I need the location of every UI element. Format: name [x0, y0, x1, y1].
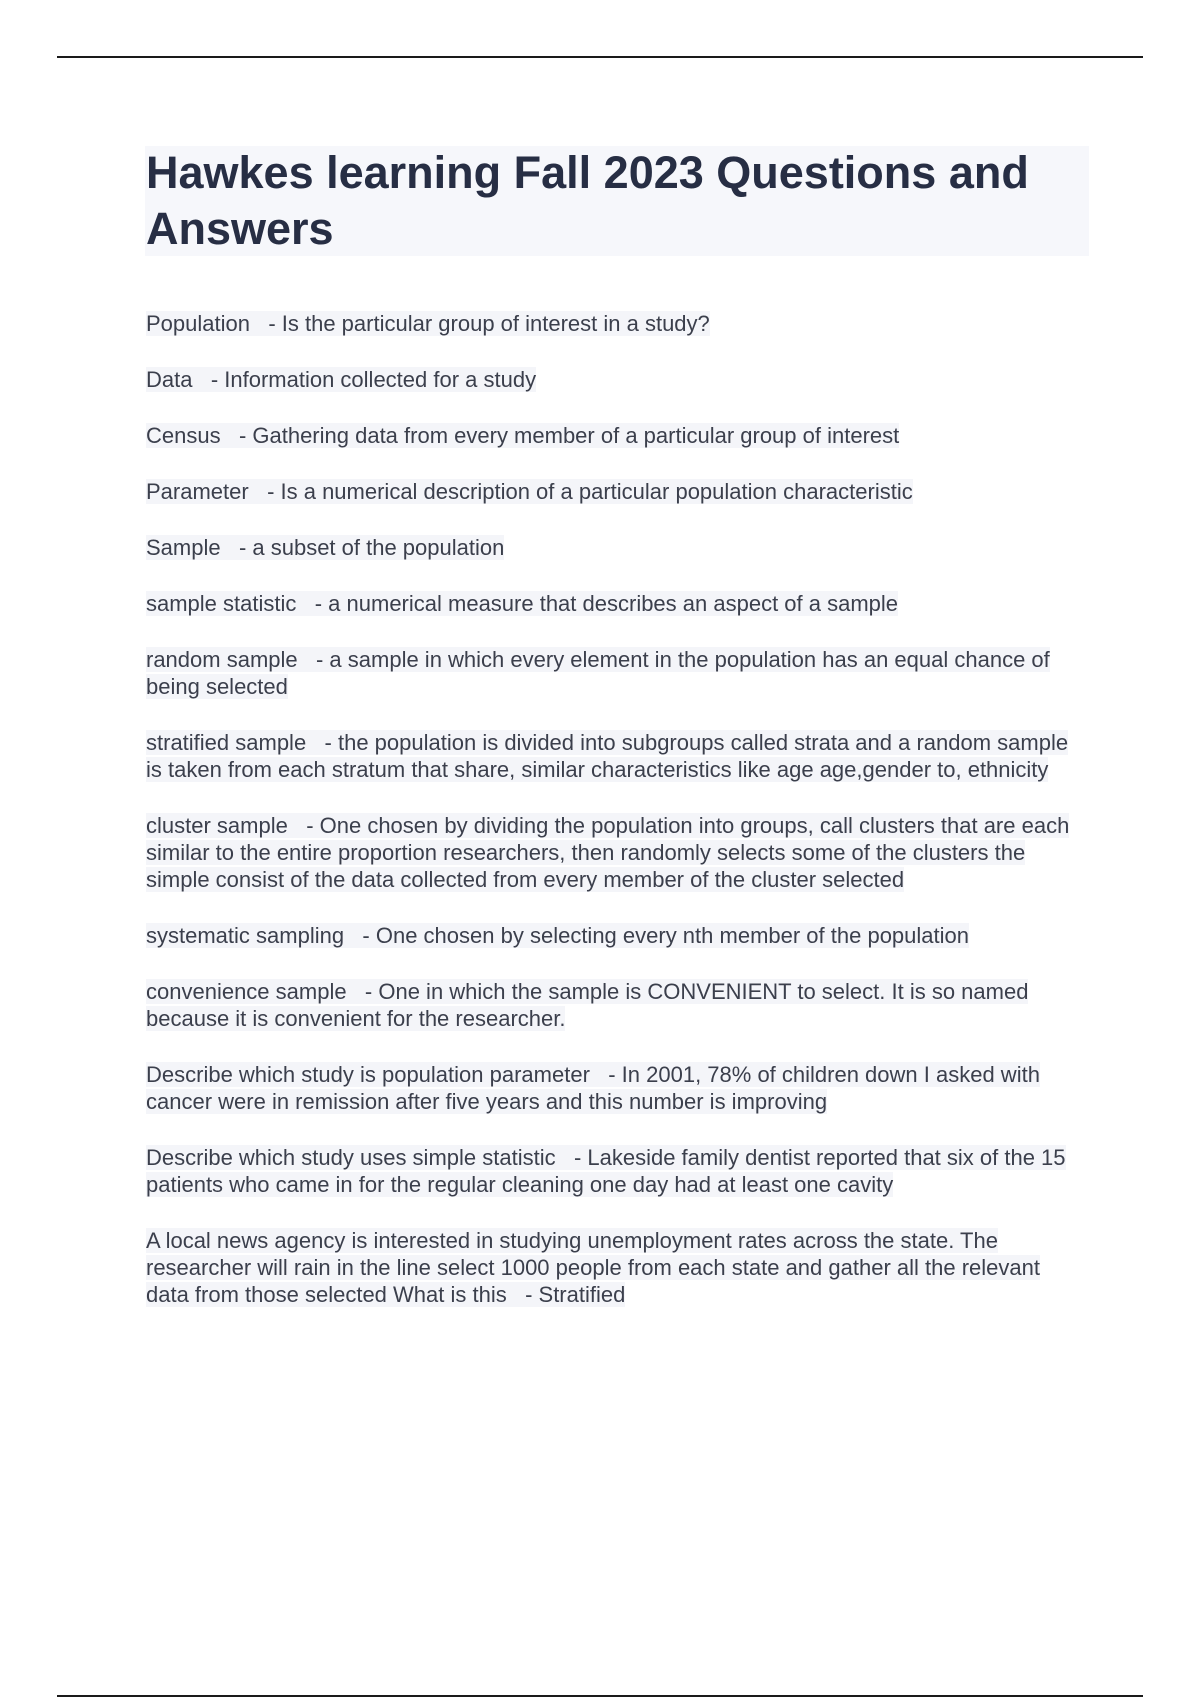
qa-item [146, 1144, 1086, 1198]
page-title: Hawkes learning Fall 2023 Questions and Answers [146, 147, 1029, 254]
qa-item [146, 422, 1086, 449]
qa-answer: - the population is divided into subgroups called strata and a random sample is taken from each stratum that share, similar characteristics like age age,gender to, ethnicity [146, 730, 1069, 782]
qa-term: Describe which study uses simple statistic [146, 1145, 556, 1170]
qa-answer: - In 2001, 78% of children down I asked with cancer were in remission after five years and this number is improving [146, 1062, 1040, 1114]
qa-term: A local news agency is interested in studying unemployment rates across the state. The researcher will rain in the line select 1000 people from each state and gather all the relevant data from those selected What is this [146, 1228, 1040, 1307]
qa-item [146, 534, 1086, 561]
qa-item [146, 646, 1086, 700]
qa-item [146, 1061, 1086, 1115]
qa-answer: - Is a numerical description of a particular population characteristic [267, 479, 913, 504]
qa-answer: - Is the particular group of interest in a study? [268, 311, 710, 336]
qa-term: Population [146, 311, 250, 336]
qa-term: Data [146, 367, 193, 392]
qa-term: systematic sampling [146, 923, 345, 948]
qa-list [146, 310, 1086, 1337]
qa-term: cluster sample [146, 813, 288, 838]
qa-item [146, 478, 1086, 505]
qa-item [146, 729, 1086, 783]
qa-answer: - One chosen by dividing the population into groups, call clusters that are each similar to the entire proportion researchers, then randomly selects some of the clusters the simple consist of the data collected from every member of the cluster selected [146, 813, 1070, 892]
qa-item [146, 590, 1086, 617]
qa-term: sample statistic [146, 591, 297, 616]
qa-answer: - a numerical measure that describes an aspect of a sample [314, 591, 899, 616]
qa-item [146, 310, 1086, 337]
qa-answer: - Gathering data from every member of a particular group of interest [238, 423, 900, 448]
qa-term: Census [146, 423, 221, 448]
qa-answer: - One chosen by selecting every nth member of the population [362, 923, 969, 948]
top-rule [57, 56, 1143, 58]
qa-answer: - One in which the sample is CONVENIENT to select. It is so named because it is convenient for the researcher. [146, 979, 1029, 1031]
qa-term: Sample [146, 535, 221, 560]
qa-term: stratified sample [146, 730, 307, 755]
qa-answer: - a sample in which every element in the population has an equal chance of being selected [146, 647, 1050, 699]
qa-answer: - a subset of the population [238, 535, 505, 560]
qa-item [146, 812, 1086, 893]
qa-item [146, 922, 1086, 949]
qa-term: convenience sample [146, 979, 347, 1004]
qa-item [146, 978, 1086, 1032]
qa-term: random sample [146, 647, 298, 672]
qa-term: Describe which study is population parameter [146, 1062, 590, 1087]
qa-item [146, 1227, 1086, 1308]
qa-item [146, 366, 1086, 393]
qa-answer: - Lakeside family dentist reported that six of the 15 patients who came in for the regular cleaning one day had at least one cavity [146, 1145, 1066, 1197]
qa-answer: - Information collected for a study [210, 367, 537, 392]
bottom-rule [57, 1695, 1143, 1697]
qa-answer: - Stratified [525, 1282, 626, 1307]
qa-term: Parameter [146, 479, 249, 504]
